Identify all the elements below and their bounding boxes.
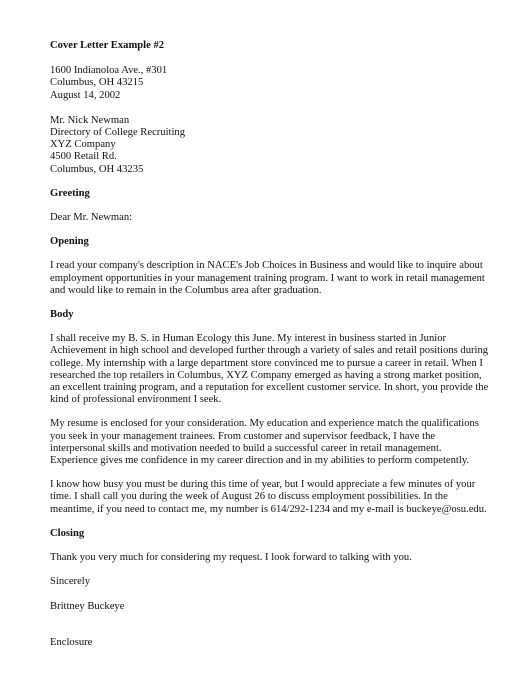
body-line: My resume is enclosed for your consideration. My education and experience match the qualifications <box>50 418 479 430</box>
closing-text: Thank you very much for considering my request. I look forward to talking with you. <box>50 552 412 564</box>
recipient-name: Mr. Nick Newman <box>50 114 130 126</box>
spacer <box>50 200 490 212</box>
salutation: Dear Mr. Newman: <box>50 212 133 224</box>
opening-line: and would like to remain in the Columbus area after graduation. <box>50 284 322 296</box>
recipient-company: XYZ Company <box>50 139 116 151</box>
spacer <box>50 248 490 260</box>
body-line: you seek in your management trainees. From customer and supervisor feedback, I have the <box>50 430 436 442</box>
spacer <box>50 321 490 333</box>
spacer <box>50 625 490 637</box>
recipient-title: Directory of College Recruiting <box>50 127 186 139</box>
body-line: kind of professional environment I seek. <box>50 394 222 406</box>
document-title: Cover Letter Example #2 <box>50 40 165 51</box>
enclosure-note: Enclosure <box>50 636 93 648</box>
body-line: meantime, if you need to contact me, my number is 614/292-1234 and my e-mail is buckeye@osu.edu. <box>50 503 487 515</box>
signature-name: Brittney Buckeye <box>50 600 125 612</box>
sender-street: 1600 Indianoloa Ave., #301 <box>50 65 168 77</box>
recipient-street: 4500 Retail Rd. <box>50 151 117 163</box>
spacer <box>50 467 490 479</box>
spacer <box>50 564 490 576</box>
body-paragraph-3 <box>50 479 490 516</box>
spacer <box>50 516 490 528</box>
spacer <box>50 589 490 601</box>
body-line: researched the top retailers in Columbus, XYZ Company emerged as having a strong market position, <box>50 369 482 381</box>
spacer <box>50 102 490 115</box>
recipient-city: Columbus, OH 43235 <box>50 163 144 175</box>
spacer <box>50 613 490 625</box>
cover-letter-page <box>50 40 490 649</box>
opening-line: employment opportunities in your management training program. I want to work in retail management <box>50 272 485 284</box>
spacer <box>50 297 490 309</box>
letter-date: August 14, 2002 <box>50 89 121 101</box>
body-paragraph-1 <box>50 333 490 406</box>
opening-line: I read your company's description in NACE's Job Choices in Business and would like to inquire about <box>50 260 483 272</box>
closing-heading: Closing <box>50 527 85 539</box>
body-line: I know how busy you must be during this time of year, but I would appreciate a few minutes of your <box>50 479 476 491</box>
spacer <box>50 406 490 418</box>
sender-address-block <box>50 65 490 102</box>
body-line: time. I shall call you during the week of August 26 to discuss employment possibilities. In the <box>50 491 448 503</box>
spacer <box>50 176 490 188</box>
valediction: Sincerely <box>50 576 91 588</box>
body-line: Experience gives me confidence in my career direction and in my abilities to perform competently. <box>50 455 470 467</box>
body-line: an excellent training program, and a reputation for excellent customer service. In short, you provide the <box>50 382 489 394</box>
opening-paragraph <box>50 260 490 297</box>
opening-heading: Opening <box>50 236 89 248</box>
body-paragraph-2 <box>50 418 490 467</box>
sender-city: Columbus, OH 43215 <box>50 77 144 89</box>
body-heading: Body <box>50 309 74 321</box>
body-line: interpersonal skills and motivation needed to build a successful career in retail management. <box>50 442 442 454</box>
recipient-address-block <box>50 115 490 176</box>
body-line: I shall receive my B. S. in Human Ecology this June. My interest in business started in Junior <box>50 333 447 345</box>
body-line: college. My internship with a large department store convinced me to pursue a career in retail. When I <box>50 357 483 369</box>
spacer <box>50 224 490 236</box>
spacer <box>50 540 490 552</box>
body-line: Achievement in high school and developed further through a variety of sales and retail positions during <box>50 345 489 357</box>
greeting-heading: Greeting <box>50 187 90 199</box>
spacer <box>50 52 490 65</box>
